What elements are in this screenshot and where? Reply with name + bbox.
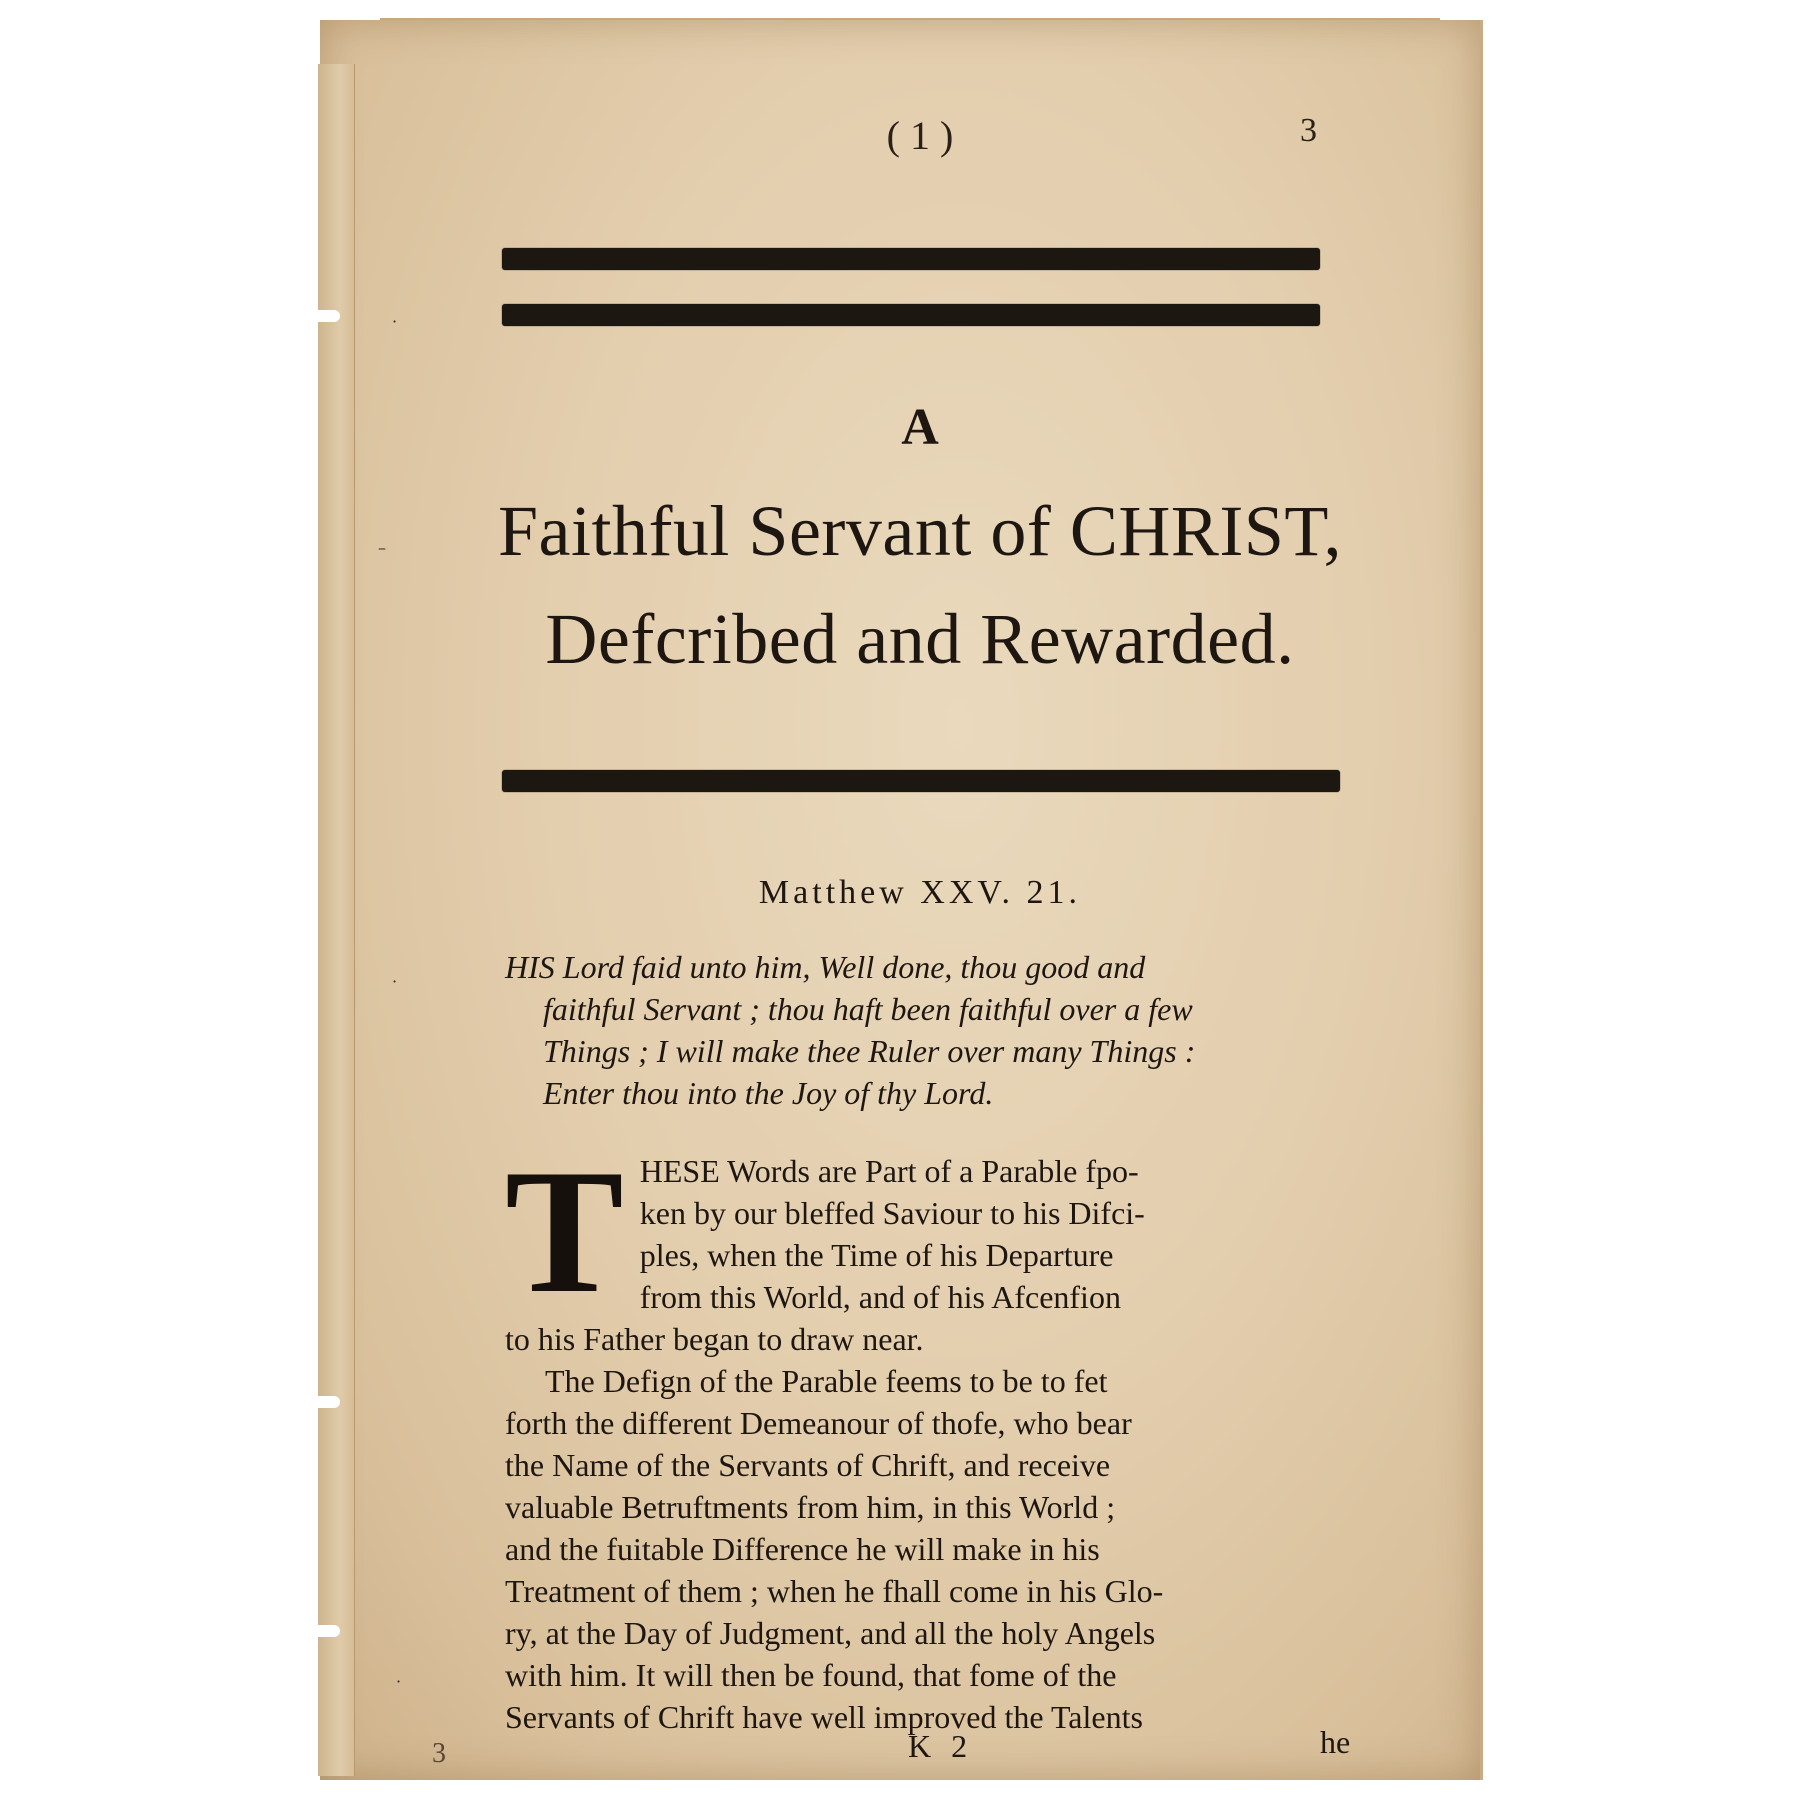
- verse-line: HIS Lord faid unto him, Well done, thou good and: [505, 949, 1146, 985]
- title-line-1: Faithful Servant of CHRIST,: [497, 491, 1343, 571]
- stitch-mark: ·: [392, 972, 398, 991]
- stitch-mark: ·: [392, 312, 398, 331]
- scripture-reference: Matthew XXV. 21.: [758, 874, 1082, 911]
- bottom-left-mark: 3: [432, 1738, 446, 1769]
- paragraph-line: valuable Betruftments from him, in this World ;: [505, 1489, 1116, 1525]
- binding-nick: [318, 310, 340, 322]
- paragraph-line: and the fuitable Difference he will make in his: [505, 1531, 1100, 1567]
- top-rule-2: [502, 304, 1320, 326]
- body-text: [505, 1132, 1365, 1738]
- stitch-mark: –: [378, 538, 386, 557]
- paragraph-line: from this World, and of his Afcenfion: [639, 1279, 1121, 1315]
- title-line-2: Defcribed and Rewarded.: [545, 599, 1295, 679]
- paragraph-line: HESE Words are Part of a Parable fpo-: [639, 1153, 1139, 1189]
- paragraph-1: [505, 1132, 1365, 1360]
- binding-nick: [318, 1396, 340, 1408]
- paragraph-2: [505, 1360, 1365, 1738]
- verse-line: Things ; I will make thee Ruler over many Things :: [543, 1033, 1196, 1069]
- signature-mark: K 2: [908, 1728, 974, 1764]
- binding-nick: [318, 1625, 340, 1637]
- paragraph-line: The Defign of the Parable feems to be to fet: [545, 1363, 1108, 1399]
- verse-line: faithful Servant ; thou haft been faithful over a few: [543, 991, 1193, 1027]
- title-article: A: [901, 399, 939, 456]
- paragraph-line: forth the different Demeanour of thofe, who bear: [505, 1405, 1132, 1441]
- verse-quotation: [505, 946, 1375, 1114]
- paragraph-line: with him. It will then be found, that fome of the: [505, 1657, 1117, 1693]
- stitch-mark: ·: [396, 1672, 402, 1691]
- top-rule-1: [502, 248, 1320, 270]
- paragraph-line: ken by our bleffed Saviour to his Difci-: [639, 1195, 1145, 1231]
- paragraph-line: ry, at the Day of Judgment, and all the holy Angels: [505, 1615, 1156, 1651]
- corner-mark: 3: [1300, 112, 1317, 149]
- title-bottom-rule: [502, 770, 1340, 792]
- page-number: ( 1 ): [886, 113, 954, 158]
- paragraph-line: Servants of Chrift have well improved the Talents: [505, 1699, 1143, 1735]
- catchword: he: [1320, 1724, 1351, 1760]
- paragraph-line: ples, when the Time of his Departure: [639, 1237, 1114, 1273]
- verse-line: Enter thou into the Joy of thy Lord.: [543, 1075, 994, 1111]
- paragraph-line: the Name of the Servants of Chrift, and receive: [505, 1447, 1111, 1483]
- drop-cap: T: [505, 1132, 624, 1330]
- paragraph-line: to his Father began to draw near.: [505, 1321, 924, 1357]
- paragraph-line: Treatment of them ; when he fhall come in his Glo-: [505, 1573, 1164, 1609]
